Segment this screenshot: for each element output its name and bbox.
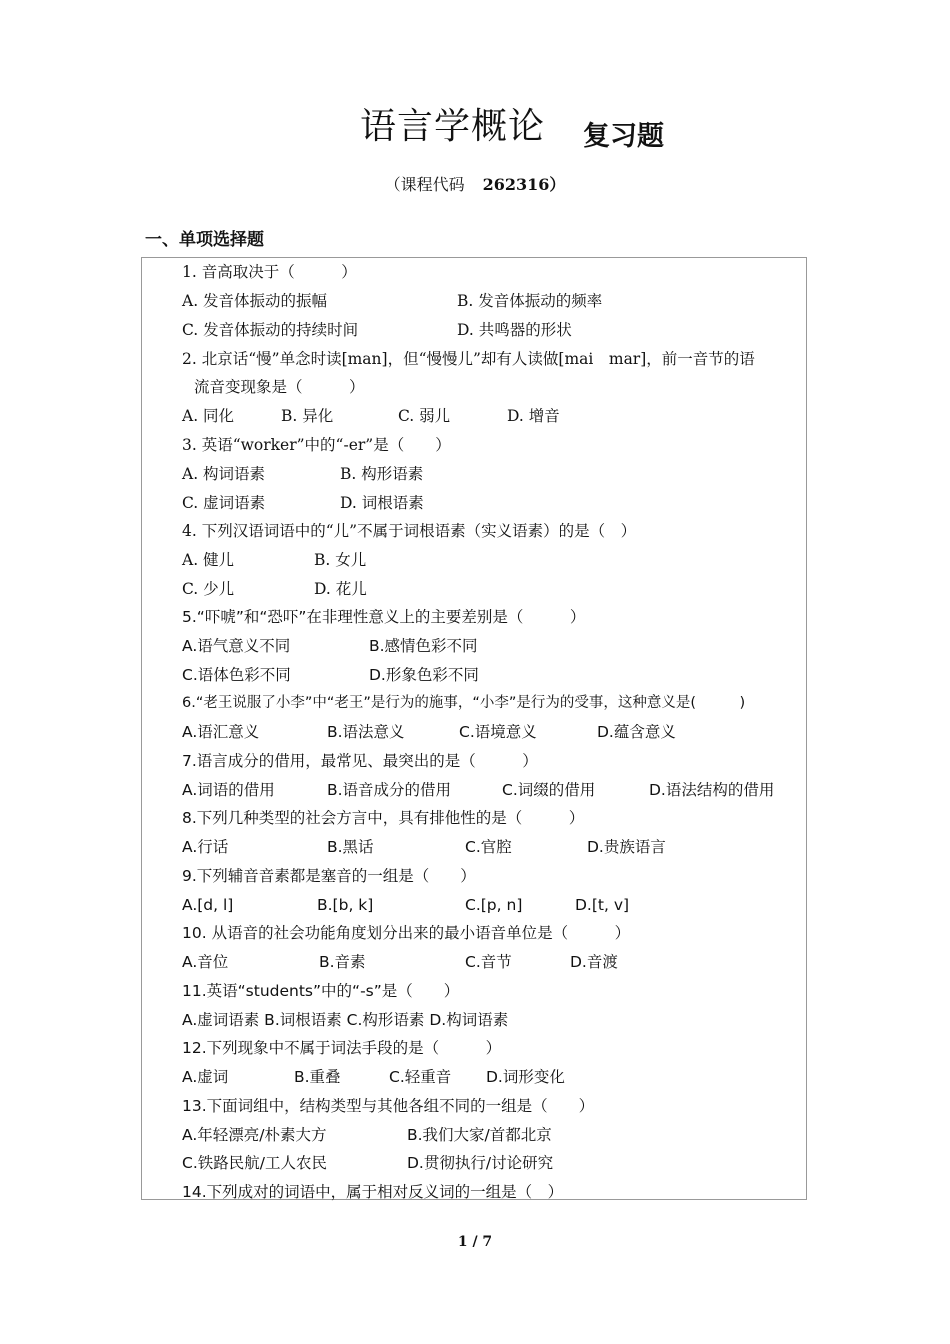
q2-option-b: B. 异化 (281, 407, 334, 425)
q12-option-a: A.虚词 (182, 1068, 229, 1086)
question-13: 13.下面词组中，结构类型与其他各组不同的一组是（ ） (182, 1097, 595, 1115)
question-14: 14.下列成对的词语中，属于相对反义词的一组是（ ） (182, 1183, 564, 1201)
section-heading: 一、单项选择题 (145, 230, 264, 250)
q2-option-a: A. 同化 (182, 407, 235, 425)
question-8: 8.下列几种类型的社会方言中，具有排他性的是（ ） (182, 809, 585, 827)
q3-option-a: A. 构词语素 (182, 465, 266, 483)
q9-option-b: B.[b, k] (317, 896, 374, 914)
q12-option-c: C.轻重音 (389, 1068, 452, 1086)
q8-option-a: A.行话 (182, 838, 229, 856)
q10-option-a: A.音位 (182, 953, 229, 971)
question-10: 10. 从语音的社会功能角度划分出来的最小语音单位是（ ） (182, 924, 631, 942)
q4-option-d: D. 花儿 (314, 580, 367, 598)
q13-option-c: C.铁路民航/工人农民 (182, 1154, 327, 1172)
q7-option-d: D.语法结构的借用 (649, 781, 775, 799)
q2-option-d: D. 增音 (507, 407, 560, 425)
q10-option-d: D.音渡 (570, 953, 618, 971)
question-2-cont: 流音变现象是（ ） (194, 378, 365, 396)
q5-option-a: A.语气意义不同 (182, 637, 291, 655)
question-3: 3. 英语“worker”中的“-er”是（ ） (182, 436, 451, 454)
question-1: 1. 音高取决于（ ） (182, 263, 357, 281)
q9-option-a: A.[d, l] (182, 896, 234, 914)
q3-option-b: B. 构形语素 (340, 465, 424, 483)
q12-option-d: D.词形变化 (486, 1068, 565, 1086)
q3-option-d: D. 词根语素 (340, 494, 424, 512)
question-4: 4. 下列汉语词语中的“儿”不属于词根语素（实义语素）的是（ ） (182, 522, 637, 540)
q1-option-c: C. 发音体振动的持续时间 (182, 321, 359, 339)
title-block (0, 98, 950, 158)
question-9: 9.下列辅音音素都是塞音的一组是（ ） (182, 867, 476, 885)
q1-option-d: D. 共鸣器的形状 (457, 321, 572, 339)
q7-option-c: C.词缀的借用 (502, 781, 596, 799)
question-12: 12.下列现象中不属于词法手段的是（ ） (182, 1039, 502, 1057)
q4-option-c: C. 少儿 (182, 580, 235, 598)
q7-option-b: B.语音成分的借用 (327, 781, 452, 799)
question-5: 5.“吓唬”和“恐吓”在非理性意义上的主要差别是（ ） (182, 608, 586, 626)
q8-option-c: C.官腔 (465, 838, 512, 856)
q7-option-a: A.词语的借用 (182, 781, 275, 799)
q12-option-b: B.重叠 (294, 1068, 341, 1086)
q6-option-c: C.语境意义 (459, 723, 537, 741)
course-code-label: （课程代码 (384, 175, 465, 194)
page-number: 1 / 7 (457, 1234, 493, 1250)
q10-option-b: B.音素 (319, 953, 366, 971)
question-2: 2. 北京话“慢”单念时读[man]，但“慢慢儿”却有人读做[mai mar]，前一音节的语 (182, 350, 755, 368)
q6-option-b: B.语法意义 (327, 723, 405, 741)
q3-option-c: C. 虚词语素 (182, 494, 266, 512)
q2-option-c: C. 弱儿 (398, 407, 451, 425)
q13-option-d: D.贯彻执行/讨论研究 (407, 1154, 554, 1172)
q9-option-c: C.[p, n] (465, 896, 523, 914)
q13-option-b: B.我们大家/首都北京 (407, 1126, 552, 1144)
q8-option-d: D.贵族语言 (587, 838, 666, 856)
question-7: 7.语言成分的借用，最常见、最突出的是（ ） (182, 752, 538, 770)
q5-option-c: C.语体色彩不同 (182, 666, 291, 684)
doc-subtitle: 复习题 (583, 121, 664, 152)
q5-option-b: B.感情色彩不同 (369, 637, 478, 655)
course-code (0, 172, 950, 195)
course-code-number: 262316） (482, 175, 566, 194)
doc-title: 语言学概论 (360, 106, 546, 147)
q1-option-a: A. 发音体振动的振幅 (182, 292, 328, 310)
q9-option-d: D.[t, v] (575, 896, 630, 914)
question-11: 11.英语“students”中的“-s”是（ ） (182, 982, 460, 1000)
q5-option-d: D.形象色彩不同 (369, 666, 479, 684)
q4-option-b: B. 女儿 (314, 551, 367, 569)
question-6: 6.“老王说服了小李”中“老王”是行为的施事，“小李”是行为的受事，这种意义是( ) (182, 695, 746, 711)
q10-option-c: C.音节 (465, 953, 512, 971)
q6-option-d: D.蕴含意义 (597, 723, 676, 741)
q13-option-a: A.年轻漂亮/朴素大方 (182, 1126, 327, 1144)
q6-option-a: A.语汇意义 (182, 723, 260, 741)
q1-option-b: B. 发音体振动的频率 (457, 292, 603, 310)
q8-option-b: B.黑话 (327, 838, 374, 856)
q4-option-a: A. 健儿 (182, 551, 235, 569)
q11-options: A.虚词语素 B.词根语素 C.构形语素 D.构词语素 (182, 1011, 509, 1029)
